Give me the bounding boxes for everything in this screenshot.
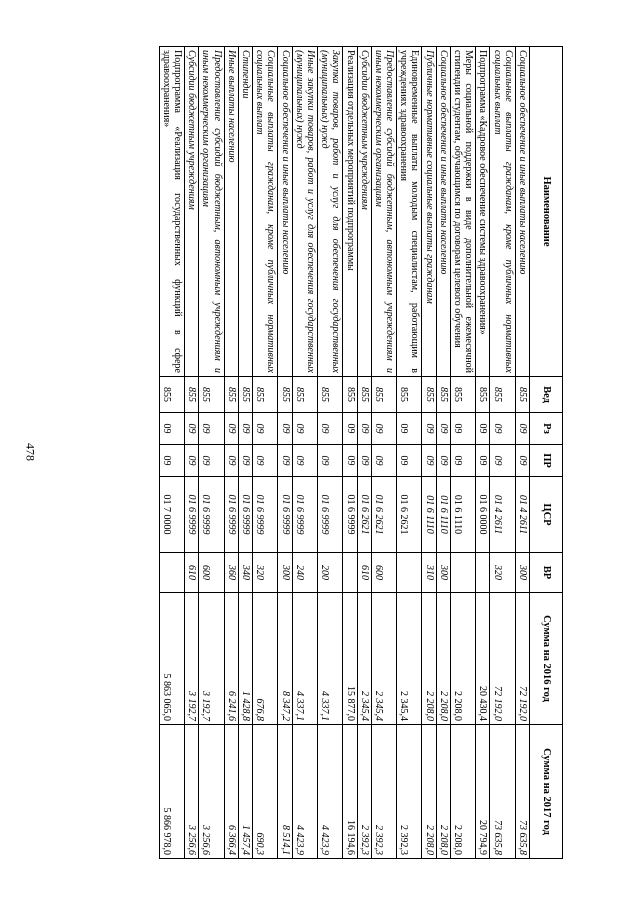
cell-pr: 09 [199,445,224,477]
cell-sum-2016: 8 347,2 [278,593,292,725]
cell-rz: 09 [436,413,450,445]
cell-sum-2017: 73 635,8 [515,725,529,859]
cell-sum-2017: 2 208,0 [436,725,450,859]
table-row [318,47,343,859]
table-row [185,47,199,859]
table-row [476,47,490,859]
cell-sum-2016: 3 192,7 [185,593,199,725]
cell-vr [450,553,475,593]
cell-csr: 01 6 9999 [185,477,199,553]
table-row [490,47,515,859]
cell-vr: 320 [253,553,278,593]
cell-rz: 09 [450,413,475,445]
cell-csr: 01 6 1110 [450,477,475,553]
cell-vr: 600 [199,553,224,593]
cell-sum-2017: 5 866 978,0 [159,725,184,859]
table-row [436,47,450,859]
cell-sum-2016: 20 430,4 [476,593,490,725]
page-number: 478 [23,443,38,461]
cell-sum-2017: 8 514,1 [278,725,292,859]
cell-sum-2017: 2 208,0 [422,725,436,859]
cell-csr: 01 6 9999 [278,477,292,553]
cell-sum-2016: 72 192,0 [490,593,515,725]
cell-rz: 09 [238,413,252,445]
table-row [450,47,475,859]
cell-name: Подпрограмма «Кадровое обеспечение системы здравоохранения» [476,47,490,377]
cell-name: Закупка товаров, работ и услуг для обеспечения государственных (муниципальных) нужд [318,47,343,377]
cell-ved: 855 [490,377,515,413]
cell-csr: 01 6 2621 [371,477,396,553]
table-row [199,47,224,859]
header-ved: Вед [530,377,563,413]
table-row [515,47,529,859]
cell-rz: 09 [318,413,343,445]
cell-rz: 09 [278,413,292,445]
table-row [422,47,436,859]
rotated-page-content [77,46,563,858]
table-row [159,47,184,859]
cell-rz: 09 [422,413,436,445]
header-pr: ПР [530,445,563,477]
cell-pr: 09 [292,445,317,477]
cell-name: Предоставление субсидий бюджетным, автономным учреждениям и иным некоммерческим организациям [199,47,224,377]
cell-rz: 09 [185,413,199,445]
cell-ved: 855 [397,377,422,413]
cell-sum-2016: 72 192,0 [515,593,529,725]
cell-ved: 855 [515,377,529,413]
cell-csr: 01 6 9999 [343,477,357,553]
cell-rz: 09 [397,413,422,445]
cell-name: Социальное обеспечение и иные выплаты населению [278,47,292,377]
cell-vr [397,553,422,593]
cell-sum-2017: 73 635,8 [490,725,515,859]
cell-pr: 09 [224,445,238,477]
cell-ved: 855 [238,377,252,413]
cell-rz: 09 [490,413,515,445]
cell-vr: 300 [278,553,292,593]
cell-sum-2017: 1 457,4 [238,725,252,859]
cell-sum-2017: 3 256,6 [199,725,224,859]
table-header-row [530,47,563,859]
cell-csr: 01 4 2611 [515,477,529,553]
cell-rz: 09 [159,413,184,445]
cell-csr: 01 6 9999 [253,477,278,553]
cell-name: Социальные выплаты гражданам, кроме публичных нормативных социальных выплат [490,47,515,377]
cell-ved: 855 [450,377,475,413]
cell-sum-2016: 15 877,0 [343,593,357,725]
cell-ved: 855 [436,377,450,413]
cell-rz: 09 [224,413,238,445]
cell-pr: 09 [422,445,436,477]
cell-rz: 09 [371,413,396,445]
cell-sum-2017: 20 794,9 [476,725,490,859]
cell-sum-2017: 3 256,6 [185,725,199,859]
cell-sum-2016: 2 345,4 [371,593,396,725]
cell-rz: 09 [515,413,529,445]
cell-sum-2016: 1 428,8 [238,593,252,725]
cell-name: Социальные выплаты гражданам, кроме публичных нормативных социальных выплат [253,47,278,377]
cell-csr: 01 6 9999 [224,477,238,553]
cell-pr: 09 [371,445,396,477]
cell-sum-2017: 16 194,6 [343,725,357,859]
cell-ved: 855 [199,377,224,413]
cell-sum-2017: 2 208,0 [450,725,475,859]
cell-sum-2016: 2 345,4 [357,593,371,725]
cell-csr: 01 4 2611 [490,477,515,553]
table-row [343,47,357,859]
cell-name: Субсидии бюджетным учреждениям [185,47,199,377]
cell-pr: 09 [253,445,278,477]
cell-vr: 310 [422,553,436,593]
cell-vr: 300 [515,553,529,593]
cell-name: Социальное обеспечение и иные выплаты населению [436,47,450,377]
cell-sum-2016: 2 345,4 [397,593,422,725]
cell-rz: 09 [357,413,371,445]
cell-ved: 855 [278,377,292,413]
cell-ved: 855 [343,377,357,413]
cell-pr: 09 [343,445,357,477]
cell-ved: 855 [476,377,490,413]
cell-vr: 600 [371,553,396,593]
cell-csr: 01 7 0000 [159,477,184,553]
cell-vr: 240 [292,553,317,593]
header-sum-2016: Сумма на 2016 год [530,593,563,725]
cell-sum-2017: 4 423,9 [292,725,317,859]
cell-sum-2017: 2 392,3 [371,725,396,859]
table-row [397,47,422,859]
cell-sum-2016: 4 337,1 [292,593,317,725]
cell-pr: 09 [185,445,199,477]
cell-csr: 01 6 1110 [436,477,450,553]
cell-vr: 200 [318,553,343,593]
cell-sum-2016: 676,8 [253,593,278,725]
table-row [224,47,238,859]
cell-name: Реализация отдельных мероприятий подпрограммы [343,47,357,377]
cell-sum-2017: 2 392,3 [357,725,371,859]
cell-pr: 09 [278,445,292,477]
cell-name: Подпрограмма «Реализация государственных функций в сфере здравоохранения» [159,47,184,377]
cell-sum-2016: 5 863 065,0 [159,593,184,725]
cell-pr: 09 [515,445,529,477]
cell-pr: 09 [318,445,343,477]
cell-name: Единовременные выплаты молодым специалистам, работающим в учреждениях здравоохранения [397,47,422,377]
cell-rz: 09 [199,413,224,445]
cell-sum-2016: 2 208,0 [450,593,475,725]
cell-pr: 09 [436,445,450,477]
cell-csr: 01 6 9999 [318,477,343,553]
cell-name: Социальное обеспечение и иные выплаты населению [515,47,529,377]
cell-pr: 09 [490,445,515,477]
table-row [278,47,292,859]
cell-name: Иные закупки товаров, работ и услуг для обеспечения государственных (муниципальных) нужд [292,47,317,377]
cell-ved: 855 [371,377,396,413]
cell-csr: 01 6 2621 [397,477,422,553]
cell-vr: 320 [490,553,515,593]
cell-vr [476,553,490,593]
cell-sum-2016: 3 192,7 [199,593,224,725]
cell-ved: 855 [422,377,436,413]
cell-pr: 09 [357,445,371,477]
cell-vr: 340 [238,553,252,593]
cell-name: Предоставление субсидий бюджетным, автономным учреждениям и иным некоммерческим организациям [371,47,396,377]
cell-csr: 01 6 9999 [199,477,224,553]
cell-csr: 01 6 9999 [238,477,252,553]
cell-name: Меры социальной поддержки в виде дополнительной ежемесячной стипендии студентам, обучающимся по договорам целевого обучения [450,47,475,377]
cell-sum-2016: 4 337,1 [318,593,343,725]
header-name: Наименование [530,47,563,377]
cell-rz: 09 [292,413,317,445]
table-row [371,47,396,859]
cell-name: Субсидии бюджетным учреждениям [357,47,371,377]
table-row [253,47,278,859]
cell-vr [159,553,184,593]
header-vr: ВР [530,553,563,593]
cell-pr: 09 [159,445,184,477]
cell-vr [343,553,357,593]
cell-rz: 09 [343,413,357,445]
cell-vr: 610 [185,553,199,593]
table-row [357,47,371,859]
cell-csr: 01 6 9999 [292,477,317,553]
cell-vr: 300 [436,553,450,593]
cell-sum-2017: 2 392,3 [397,725,422,859]
cell-sum-2016: 2 208,0 [436,593,450,725]
cell-ved: 855 [159,377,184,413]
cell-sum-2016: 6 241,6 [224,593,238,725]
cell-ved: 855 [357,377,371,413]
cell-vr: 360 [224,553,238,593]
table-body [159,47,529,859]
header-csr: ЦСР [530,477,563,553]
header-sum-2017: Сумма на 2017 год [530,725,563,859]
cell-sum-2017: 4 423,9 [318,725,343,859]
cell-csr: 01 6 0000 [476,477,490,553]
cell-pr: 09 [476,445,490,477]
cell-pr: 09 [397,445,422,477]
cell-csr: 01 6 1110 [422,477,436,553]
cell-ved: 855 [292,377,317,413]
cell-rz: 09 [253,413,278,445]
header-rz: Рз [530,413,563,445]
table-row [292,47,317,859]
cell-vr: 610 [357,553,371,593]
cell-pr: 09 [238,445,252,477]
cell-sum-2017: 690,3 [253,725,278,859]
cell-ved: 855 [185,377,199,413]
cell-sum-2017: 6 366,4 [224,725,238,859]
cell-ved: 855 [318,377,343,413]
cell-ved: 855 [253,377,278,413]
cell-name: Иные выплаты населению [224,47,238,377]
budget-table [159,46,563,859]
cell-pr: 09 [450,445,475,477]
cell-name: Публичные нормативные социальные выплаты гражданам [422,47,436,377]
table-row [238,47,252,859]
cell-name: Стипендии [238,47,252,377]
cell-ved: 855 [224,377,238,413]
cell-rz: 09 [476,413,490,445]
cell-sum-2016: 2 208,0 [422,593,436,725]
cell-csr: 01 6 2621 [357,477,371,553]
